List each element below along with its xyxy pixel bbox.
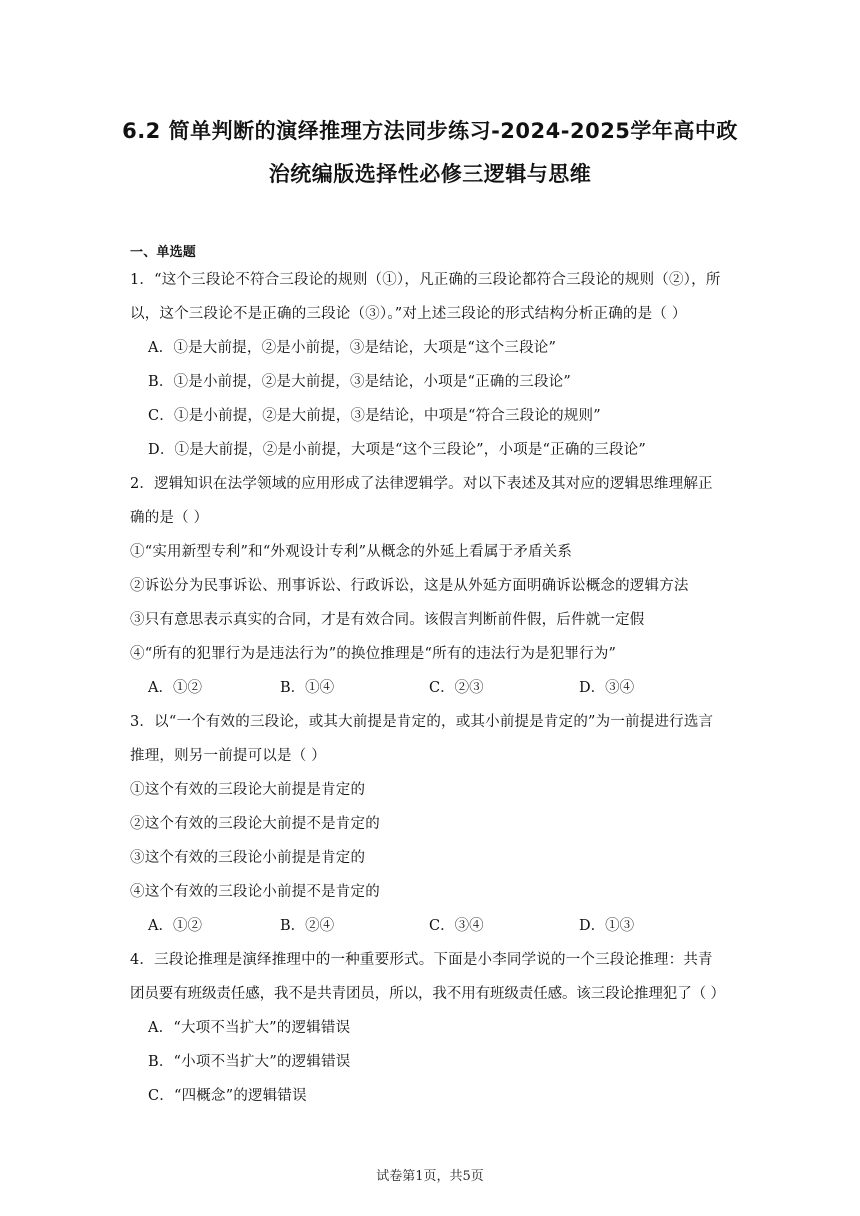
q3-option-c: C．③④ [429, 918, 484, 934]
q4-stem-line-1: 4．三段论推理是演绎推理中的一种重要形式。下面是小李同学说的一个三段论推理：共青 [130, 952, 713, 968]
q1-option-c: C．①是小前提，②是大前提，③是结论，中项是“符合三段论的规则” [148, 408, 601, 424]
q1-option-b: B．①是小前提，②是大前提，③是结论，小项是“正确的三段论” [148, 374, 571, 390]
q3-option-a: A．①② [148, 918, 202, 934]
q2-statement-1: ①“实用新型专利”和“外观设计专利”从概念的外延上看属于矛盾关系 [130, 544, 573, 560]
q2-option-d: D．③④ [579, 680, 635, 696]
q4-option-a: A．“大项不当扩大”的逻辑错误 [148, 1020, 351, 1036]
q2-statement-4: ④“所有的犯罪行为是违法行为”的换位推理是“所有的违法行为是犯罪行为” [130, 646, 617, 662]
q2-stem-line-2: 确的是（ ） [130, 510, 209, 526]
q4-option-b: B．“小项不当扩大”的逻辑错误 [148, 1054, 351, 1070]
q2-option-a: A．①② [148, 680, 202, 696]
page-footer: 试卷第1页，共5页 [376, 1169, 484, 1184]
q1-option-d: D．①是大前提，②是小前提，大项是“这个三段论”，小项是“正确的三段论” [148, 442, 646, 458]
q3-option-d: D．①③ [579, 918, 635, 934]
page-title-line-1: 6.2 简单判断的演绎推理方法同步练习-2024-2025学年高中政 [122, 119, 738, 143]
q2-statement-3: ③只有意思表示真实的合同，才是有效合同。该假言判断前件假，后件就一定假 [130, 612, 645, 628]
q1-stem-line-2: 以，这个三段论不是正确的三段论（③）。”对上述三段论的形式结构分析正确的是（ ） [130, 306, 687, 322]
q3-statement-3: ③这个有效的三段论小前提是肯定的 [130, 850, 366, 866]
q2-option-c: C．②③ [429, 680, 484, 696]
q3-statement-1: ①这个有效的三段论大前提是肯定的 [130, 782, 366, 798]
page-title-line-2: 治统编版选择性必修三逻辑与思维 [268, 162, 592, 186]
q2-statement-2: ②诉讼分为民事诉讼、刑事诉讼、行政诉讼，这是从外延方面明确诉讼概念的逻辑方法 [130, 578, 689, 594]
q3-stem-line-2: 推理，则另一前提可以是（ ） [130, 748, 326, 764]
q4-stem-line-2: 团员要有班级责任感，我不是共青团员，所以，我不用有班级责任感。该三段论推理犯了（ ） [130, 986, 725, 1002]
q1-option-a: A．①是大前提，②是小前提，③是结论，大项是“这个三段论” [148, 340, 557, 356]
q3-stem-line-1: 3．以“一个有效的三段论，或其大前提是肯定的，或其小前提是肯定的”为一前提进行选言 [130, 714, 714, 730]
q3-statement-2: ②这个有效的三段论大前提不是肯定的 [130, 816, 380, 832]
q4-option-c: C．“四概念”的逻辑错误 [148, 1088, 307, 1104]
q2-stem-line-1: 2．逻辑知识在法学领域的应用形成了法律逻辑学。对以下表述及其对应的逻辑思维理解正 [130, 476, 713, 492]
q1-stem-line-1: 1．“这个三段论不符合三段论的规则（①），凡正确的三段论都符合三段论的规则（②），所 [130, 272, 721, 288]
section-heading: 一、单选题 [130, 245, 197, 260]
q3-option-b: B．②④ [280, 918, 335, 934]
q2-option-b: B．①④ [280, 680, 335, 696]
q3-statement-4: ④这个有效的三段论小前提不是肯定的 [130, 884, 380, 900]
